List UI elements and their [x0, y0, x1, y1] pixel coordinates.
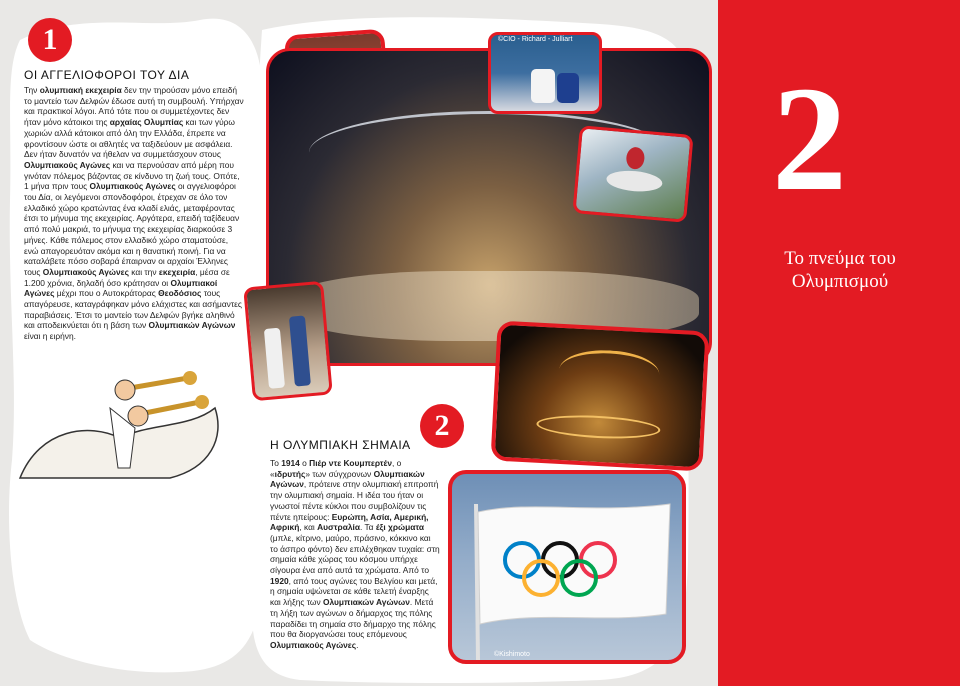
text-run: , πρότεινε στην ολυμπιακή επιτροπή την ολυμπιακή σημαία. Η ιδέα του ήταν οι γνωστοί πέντε κύκλοι που συμβολίζουν τις πέντε ηπείρους: — [270, 479, 439, 522]
bold-term: Ολυμπιακούς Αγώνες — [89, 181, 176, 192]
bold-term: Ολυμπιακούς Αγώνες — [42, 266, 129, 277]
judo-credit: ©CIO - Richard - Julliart — [498, 36, 573, 43]
text-run: . Τα — [359, 522, 376, 533]
text-run: . Μετά τη λήξη των αγώνων ο δήμαρχος της πόλης παραδίδει τη σημαία στο δήμαρχο της πόλης που θα διοργανώσει τους επόμενους — [270, 597, 436, 640]
chapter-title-line2: Ολυμπισμού — [791, 270, 889, 292]
bold-term: ολυμπιακή εκεχειρία — [39, 85, 122, 95]
chapter-number: 2 — [772, 56, 847, 222]
kayak-photo — [572, 125, 693, 223]
text-run: δεν την τηρούσαν μόνο επειδή το μαντείο των Δελφών έδωσε αυτή τη συμβουλή. Υπήρχαν και πρακτικοί λόγοι. Από τότε που οι συμμετέχοντες δεν ήταν μόνο κάτοικοι της — [24, 85, 244, 128]
text-run: οι αγγελιοφόροι του Δία, οι λεγόμενοι σπονδοφόροι, έτρεχαν σε όλο τον ελλαδικό χώρο κρατώντας ένα κλαδί ελιάς, μεταφέροντας έτσι το μήνυμα της εκεχειρίας. Αργότερα, επειδή ταξίδευαν από πολύ μακριά, το μήνυμα της εκεχειρίας διαρκούσε 3 μήνες. Κάθε πόλεμος στον ελλαδικό χώρο σταματούσε, ενώ απαγορευόταν ακόμα και η θανατική ποινή. Για να καταλάβετε πόσο σοβαρά έπαιρναν οι αρχαίοι Έλληνες τους — [24, 181, 240, 277]
judo-photo — [488, 32, 602, 114]
text-run: . — [356, 639, 359, 650]
chapter-title-line1: Το πνεύμα του — [784, 248, 896, 269]
basketball-photo — [243, 281, 333, 402]
bold-term: Αυστραλία — [317, 522, 360, 533]
flag-credit: ©Kishimoto — [494, 651, 530, 658]
bold-term: Ολυμπιακών Αγώνων — [148, 320, 236, 331]
text-run: και την — [128, 266, 159, 277]
bold-term: ιδρυτής — [274, 468, 306, 479]
bold-term: 1920 — [270, 575, 289, 586]
bold-term: Ολυμπιακών Αγώνων — [322, 597, 410, 608]
section2-paragraph — [270, 458, 440, 651]
olympic-flag-drawing — [452, 474, 682, 660]
text-run: , ο « — [270, 458, 402, 479]
bold-term: 1914 — [281, 458, 300, 468]
text-run: , και — [299, 522, 318, 533]
text-run: Την — [24, 85, 40, 95]
bold-term: Πιέρ ντε Κουμπερτέν — [309, 458, 392, 468]
bold-term: Ολυμπιακούς Αγώνες — [270, 639, 357, 650]
section1-paragraph — [24, 85, 244, 342]
bold-term: Ευρώπη, Ασία, Αμερική, Αφρική — [270, 511, 429, 533]
text-run: (μπλε, κίτρινο, μαύρο, πράσινο, κόκκινο και το άσπρο φόντο) δεν επιλέχθηκαν τυχαία: στη σημαία κάθε χώρας του κόσμου υπήρχε σίγουρα ένα από αυτά τα χρώματα. Από το — [270, 532, 440, 576]
bold-term: Ολυμπιακών Αγώνων — [270, 468, 425, 490]
chapter-title — [745, 248, 935, 294]
text-run: ο — [299, 458, 310, 468]
section1-badge: 1 — [28, 18, 72, 62]
bold-term: αρχαίας Ολυμπίας — [109, 117, 184, 128]
bold-term: εκεχειρία — [158, 266, 196, 277]
text-run: , από τους αγώνες του Βελγίου και μετά, η σημαία υψώνεται σε κάθε τελετή έναρξης και λήξης των — [270, 575, 438, 608]
olympic-flag-photo — [448, 470, 686, 664]
text-run: » των σύγχρονων — [305, 468, 374, 479]
section1-title: ΟΙ ΑΓΓΕΛΙΟΦΟΡΟΙ ΤΟΥ ΔΙΑ — [24, 68, 190, 82]
text-run: , μέσα σε 1.200 χρόνια, δηλαδή όσο κράτησαν οι — [24, 266, 230, 288]
section2-title: Η ΟΛΥΜΠΙΑΚΗ ΣΗΜΑΙΑ — [270, 438, 411, 452]
text-run: τους απαγόρευσε, καταγράφηκαν μόνο ελάχιστες και ασήμαντες παραβιάσεις. Έτσι το μαντείο των Δελφών βγήκε αληθινό και αποδεικνύεται ότι η βάση των — [24, 288, 242, 331]
night-stadium-photo — [490, 321, 709, 472]
text-run: είναι η ειρήνη. — [24, 331, 76, 342]
text-run: μέχρι που ο Αυτοκράτορας — [54, 288, 159, 299]
section2-badge: 2 — [420, 404, 464, 448]
bold-term: Ολυμπιακοί Αγώνες — [24, 277, 218, 299]
text-run: και των γύρω χωριών αλλά κάτοικοι από όλη την Ελλάδα, έπρεπε να φροντίσουν ώστε οι αθλητές να ταξιδεύουν με ασφάλεια. Δεν ήταν δυνατόν να ήθελαν να συμμετάσχουν στους — [24, 117, 235, 160]
bold-term: Ολυμπιακούς Αγώνες — [24, 159, 111, 170]
heralds-illustration — [10, 368, 250, 488]
text-run: Το — [270, 458, 282, 468]
bold-term: έξι χρώματα — [375, 522, 425, 533]
text-run: και να περνούσαν από μέρη που γινόταν πόλεμος βάζοντας σε κίνδυνο τη ζωή τους. Οπότε, 1 μήνα πριν τους — [24, 159, 240, 192]
bold-term: Θεοδόσιος — [158, 288, 202, 299]
